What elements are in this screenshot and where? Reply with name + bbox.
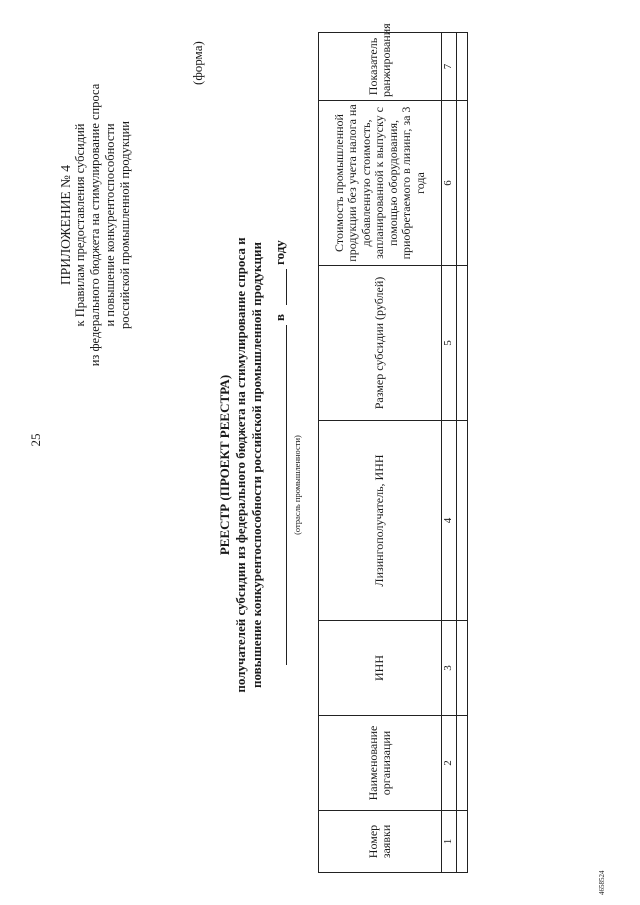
year-blank (286, 269, 287, 305)
registry-table (318, 23, 468, 873)
industry-caption: (отрасль промышленности) (292, 435, 302, 535)
column-header: Номер заявки (319, 811, 442, 873)
table-cell (456, 266, 467, 421)
table-cell (456, 621, 467, 716)
table-cell (456, 421, 467, 621)
table-cell (456, 33, 467, 101)
column-number: 6 (442, 101, 457, 266)
appendix-line: российской промышленной продукции (118, 120, 132, 330)
form-label: (форма) (190, 41, 205, 85)
column-number: 3 (442, 621, 457, 716)
column-header: Наименование организации (319, 716, 442, 811)
column-number-row (442, 33, 457, 873)
column-header: Стоимость промышленной продукции без учета налога на добавленную стоимость, запланированной к выпуску с помощью оборудования, приобретаемого в лизинг, за 3 года (319, 101, 442, 266)
table-header-row (319, 33, 442, 873)
column-header: ИНН (319, 621, 442, 716)
appendix-line: из федерального бюджета на стимулирование спроса (88, 83, 102, 367)
appendix-title: ПРИЛОЖЕНИЕ № 4 (58, 164, 73, 286)
table-cell (456, 716, 467, 811)
registry-title-block (217, 225, 265, 705)
column-number: 7 (442, 33, 457, 101)
industry-blank (286, 325, 287, 665)
in-word: в (272, 313, 287, 321)
column-header: Размер субсидии (рублей) (319, 266, 442, 421)
page-number: 25 (28, 433, 43, 447)
column-header: Показатель ранжирования (319, 33, 442, 101)
table-cell (456, 101, 467, 266)
registry-subtitle: получателей субсидии из федерального бюджета на стимулирование спроса и (233, 237, 248, 693)
appendix-block (58, 15, 133, 435)
document-code: 4658524 (598, 870, 606, 895)
column-number: 4 (442, 421, 457, 621)
appendix-line: и повышение конкурентоспособности (103, 123, 117, 327)
column-number: 2 (442, 716, 457, 811)
year-word: году (272, 240, 287, 265)
column-number: 1 (442, 811, 457, 873)
registry-title: РЕЕСТР (ПРОЕКТ РЕЕСТРА) (217, 374, 232, 556)
appendix-line: к Правилам предоставления субсидий (73, 123, 87, 327)
column-header: Лизингополучатель, ИНН (319, 421, 442, 621)
table-cell (456, 811, 467, 873)
column-number: 5 (442, 266, 457, 421)
table-row (456, 33, 467, 873)
registry-subtitle: повышение конкурентоспособности российской промышленной продукции (249, 241, 264, 689)
